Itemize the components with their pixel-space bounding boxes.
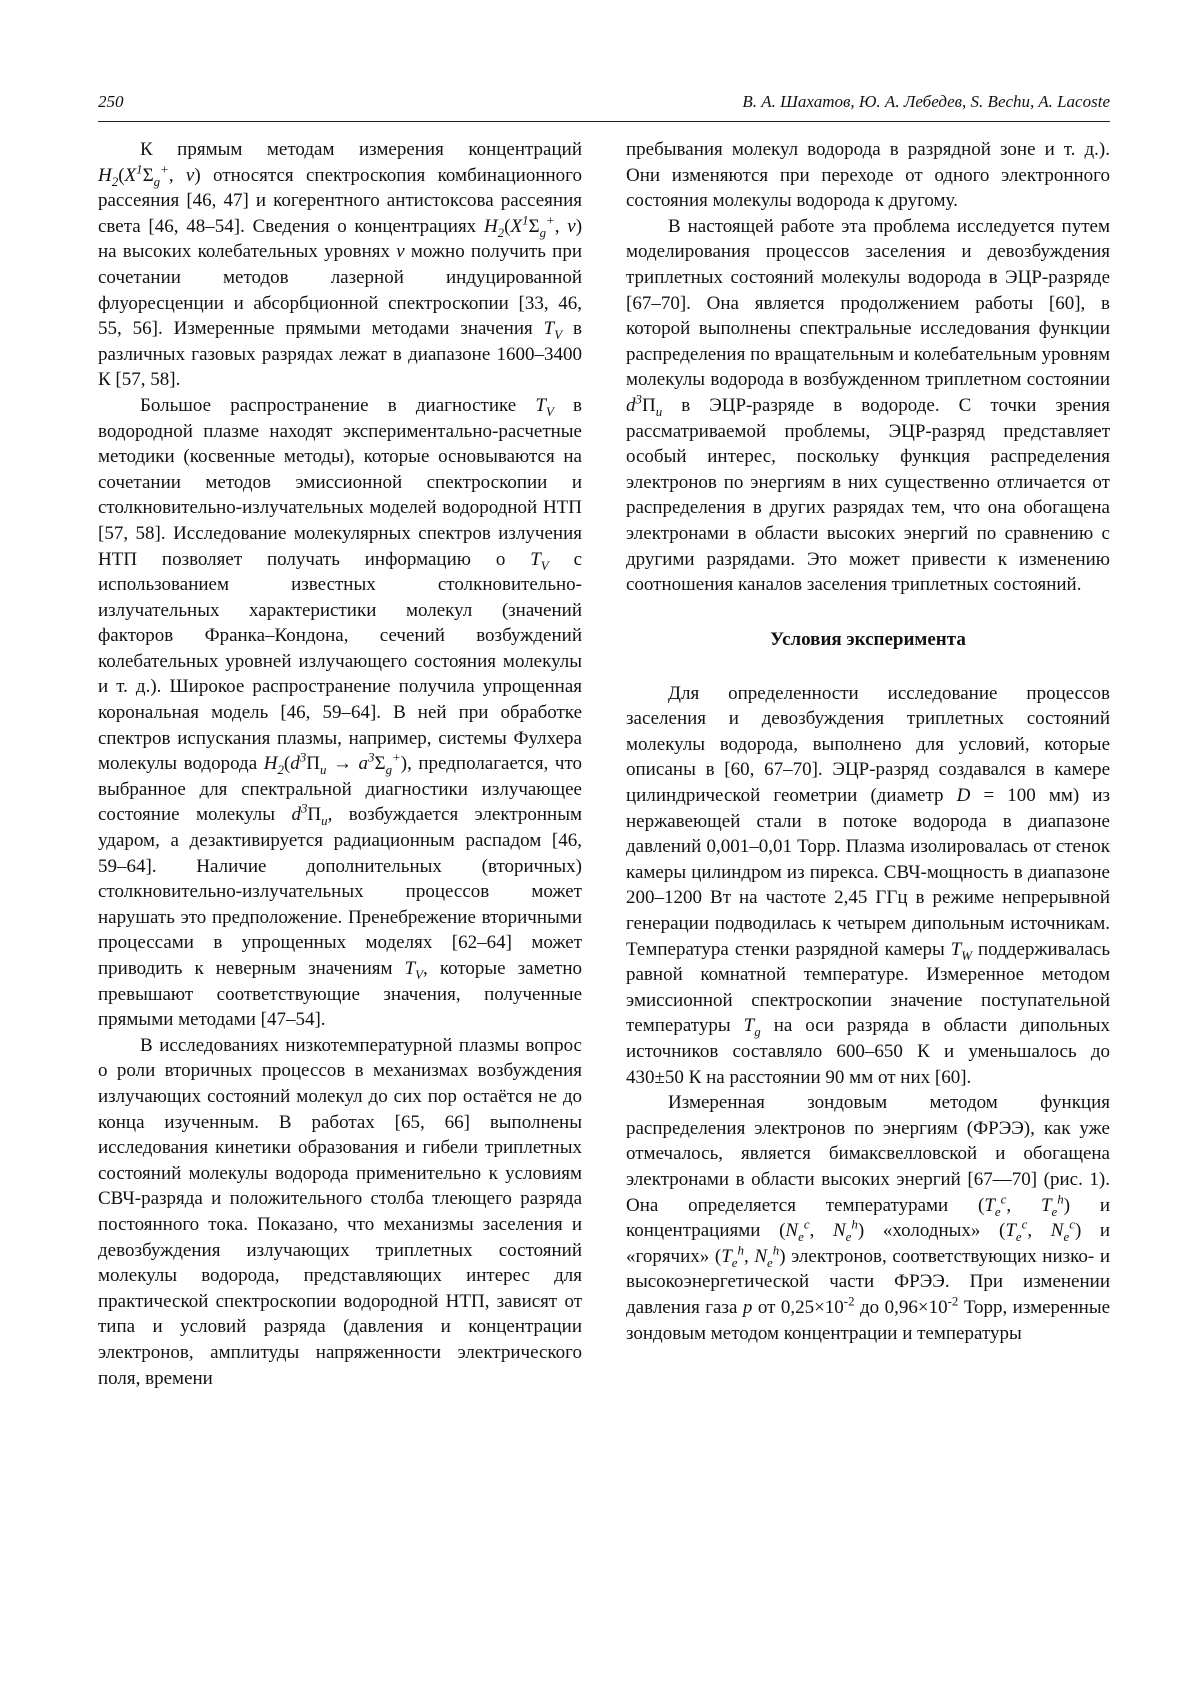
running-header [98,92,1110,118]
symbol-p: p [742,1296,753,1318]
paragraph: В исследованиях низкотемпературной плазмы вопрос о роли вторичных процессов в механизмах возбуждения излучающих состояний молекул до сих пор остаётся не до конца изученным. В работах [65, 66] выполнены исследования кинетики образования и гибели триплетных состояний молекулы водорода применительно к условиям СВЧ-разряда и положительного столба тлеющего разряда постоянного тока. Показано, что механизмы заселения и девозбуждения излучающих триплетных состояний молекулы водорода, представляющих интерес для практической спектроскопии водородной НТП, зависят от типа и условий разряда (давления и концентрации электронов, амплитуды напряженности электрического поля, времени [98,1034,582,1389]
symbol-tw: $T_W$ [950,938,973,963]
formula-d3pi-u: $d^3\Pi_u$ [626,391,663,419]
symbol-d: D [956,785,971,807]
symbol-tv: $T_V$ [530,548,549,573]
formula-d3pi-u: $d^3\Pi_u$ [291,801,328,829]
formula-nc-nh: ($N_e^c$, $N_e^h$) [779,1216,865,1244]
header-rule [98,121,1110,122]
symbol-tv: $T_V$ [535,394,554,419]
paragraph: В настоящей работе эта проблема исследуется путем моделирования процессов заселения и девозбуждения триплетных состояний молекулы водорода в ЭЦР-разряде [67–70]. Она является продолжением работы [60], в которой выполнены спектральные исследования функции распределения по вращательным и колебательным уровням молекулы водорода в возбужденном триплетном состоянии $d^3\Pi_u$ в ЭЦР-разряде в водороде. С точки зрения рассматриваемой проблемы, ЭЦР-разряд представляет особый интерес, поскольку функция распределения электронов по энергиям в них существенно отличается от распределения в других разрядах тем, что она обогащена электронами в области высоких энергий по сравнению с другими разрядами. Это может привести к изменению соотношения каналов заселения триплетных состояний. [626,215,1110,596]
formula-h2-x1sigma-v: $H_2(X^1\Sigma_g^+$, v) [98,161,201,189]
symbol-tv: $T_V$ [404,958,424,982]
paragraph: Большое распространение в диагностике $T_V$ в водородной плазме находят экспериментально-расчетные методики (косвенные методы), которые основываются на сочетании методов эмиссионной спектроскопии и столкновительно-излучательных моделей водородной НТП [57, 58]. Исследование молекулярных спектров излучения НТП позволяет получать информацию о $T_V$ с использованием известных столкновительно-излучательных характеристики молекул (значений факторов Франка–Кондона, сечений возбуждений колебательных уровней излучающего состояния молекулы и т. д.). Широкое распространение получила упрощенная корональная модель [46, 59–64]. В ней при обработке спектров испускания плазмы, например, системы Фулхера молекулы водорода $H_2(d^3\Pi_u \to a^3\Sigma_g^+)$, предполагается, что выбранное для спектральной диагностики излучающее состояние молекулы $d^3\Pi_u$, возбуждается электронным ударом, а дезактивируется радиационным распадом [46, 59–64]. Наличие дополнительных (вторичных) столкновительно-излучательных процессов может нарушать это предположение. Пренебрежение вторичными процессами в упрощенных моделях [62–64] может приводить к неверным значениям $T_V$, которые заметно превышают соответствующие значения, полученные прямыми методами [47–54]. [98,394,583,1031]
formula-h2-x1sigma-v: $H_2(X^1\Sigma_g^+$, v) [483,212,583,240]
formula-tc-th: ($T_e^c$, $T_e^h$) [978,1191,1071,1219]
formula-th-nh: ($T_e^h$, $N_e^h$) [714,1242,786,1270]
symbol-v: v [396,241,405,263]
paragraph: Измеренная зондовым методом функция распределения электронов по энергиям (ФРЭЭ), как уже отмечалось, является бимаксвелловской и обогащена электронами в области высоких энергий [67—70] (рис. 1). Она определяется температурами ($T_e^c$, $T_e^h$) и концентрациями ($N_e^c$, $N_e^h$) «холодных» ($T_e^c$, $N_e^c$) и «горячих» ($T_e^h$, $N_e^h$) электронов, соответствующих низко- и высокоэнергетической части ФРЭЭ. При изменении давления газа p от $0,25\times 10^{-2}$ до $0,96\times 10^{-2}$ Торр, измеренные зондовым методом концентрации и температуры [626,1092,1111,1344]
paragraph: К прямым методам измерения концентраций $H_2(X^1\Sigma_g^+$, v) относятся спектроскопия комбинационного рассеяния [46, 47] и когерентного антистоксова рассеяния света [46, 48–54]. Сведения о концентрациях $H_2(X^1\Sigma_g^+$, v) на высоких колебательных уровнях v можно получить при сочетании методов лазерной индуцированной флуоресценции и абсорбционной спектроскопии [33, 46, 55, 56]. Измеренные прямыми методами значения $T_V$ в различных газовых разрядах лежат в диапазоне 1600–3400 К [57, 58]. [98,139,583,391]
paragraph: Для определенности исследование процессов заселения и девозбуждения триплетных состояний молекулы водорода, выполнено для условий, которые описаны в [60, 67–70]. ЭЦР-разряд создавался в камере цилиндрической геометрии (диаметр D = 100 мм) из нержавеющей стали в потоке водорода в диапазоне давлений 0,001–0,01 Торр. Плазма изолировалась от стенок камеры цилиндром из пирекса. СВЧ-мощность в диапазоне 200–1200 Вт на частоте 2,45 ГГц в режиме непрерывной генерации подводилась к четырем дипольным источникам. Температура стенки разрядной камеры $T_W$ поддерживалась равной комнатной температуре. Измеренное методом эмиссионной спектроскопии значение поступательной температуры $T_g$ на оси разряда в области дипольных источников составляло 600–650 К и уменьшалось до 430±50 К на расстоянии 90 мм от них [60]. [626,682,1111,1088]
formula-tc-nc: ($T_e^c$, $N_e^c$) [999,1216,1082,1244]
paragraph: пребывания молекул водорода в разрядной зоне и т. д.). Они изменяются при переходе от одного электронного состояния молекулы водорода к другому. [626,139,1110,212]
symbol-tg: $T_g$ [743,1015,761,1040]
formula-fulcher-transition: $H_2(d^3\Pi_u \to a^3\Sigma_g^+)$ [263,749,408,778]
page-number: 250 [98,92,124,111]
section-heading: Условия эксперимента [770,628,966,650]
right-column [626,137,1110,1346]
symbol-tv: $T_V$ [543,318,563,342]
left-column [98,137,582,1391]
header-authors: В. А. Шахатов, Ю. А. Лебедев, S. Bechu, A. Lacoste [742,92,1110,111]
